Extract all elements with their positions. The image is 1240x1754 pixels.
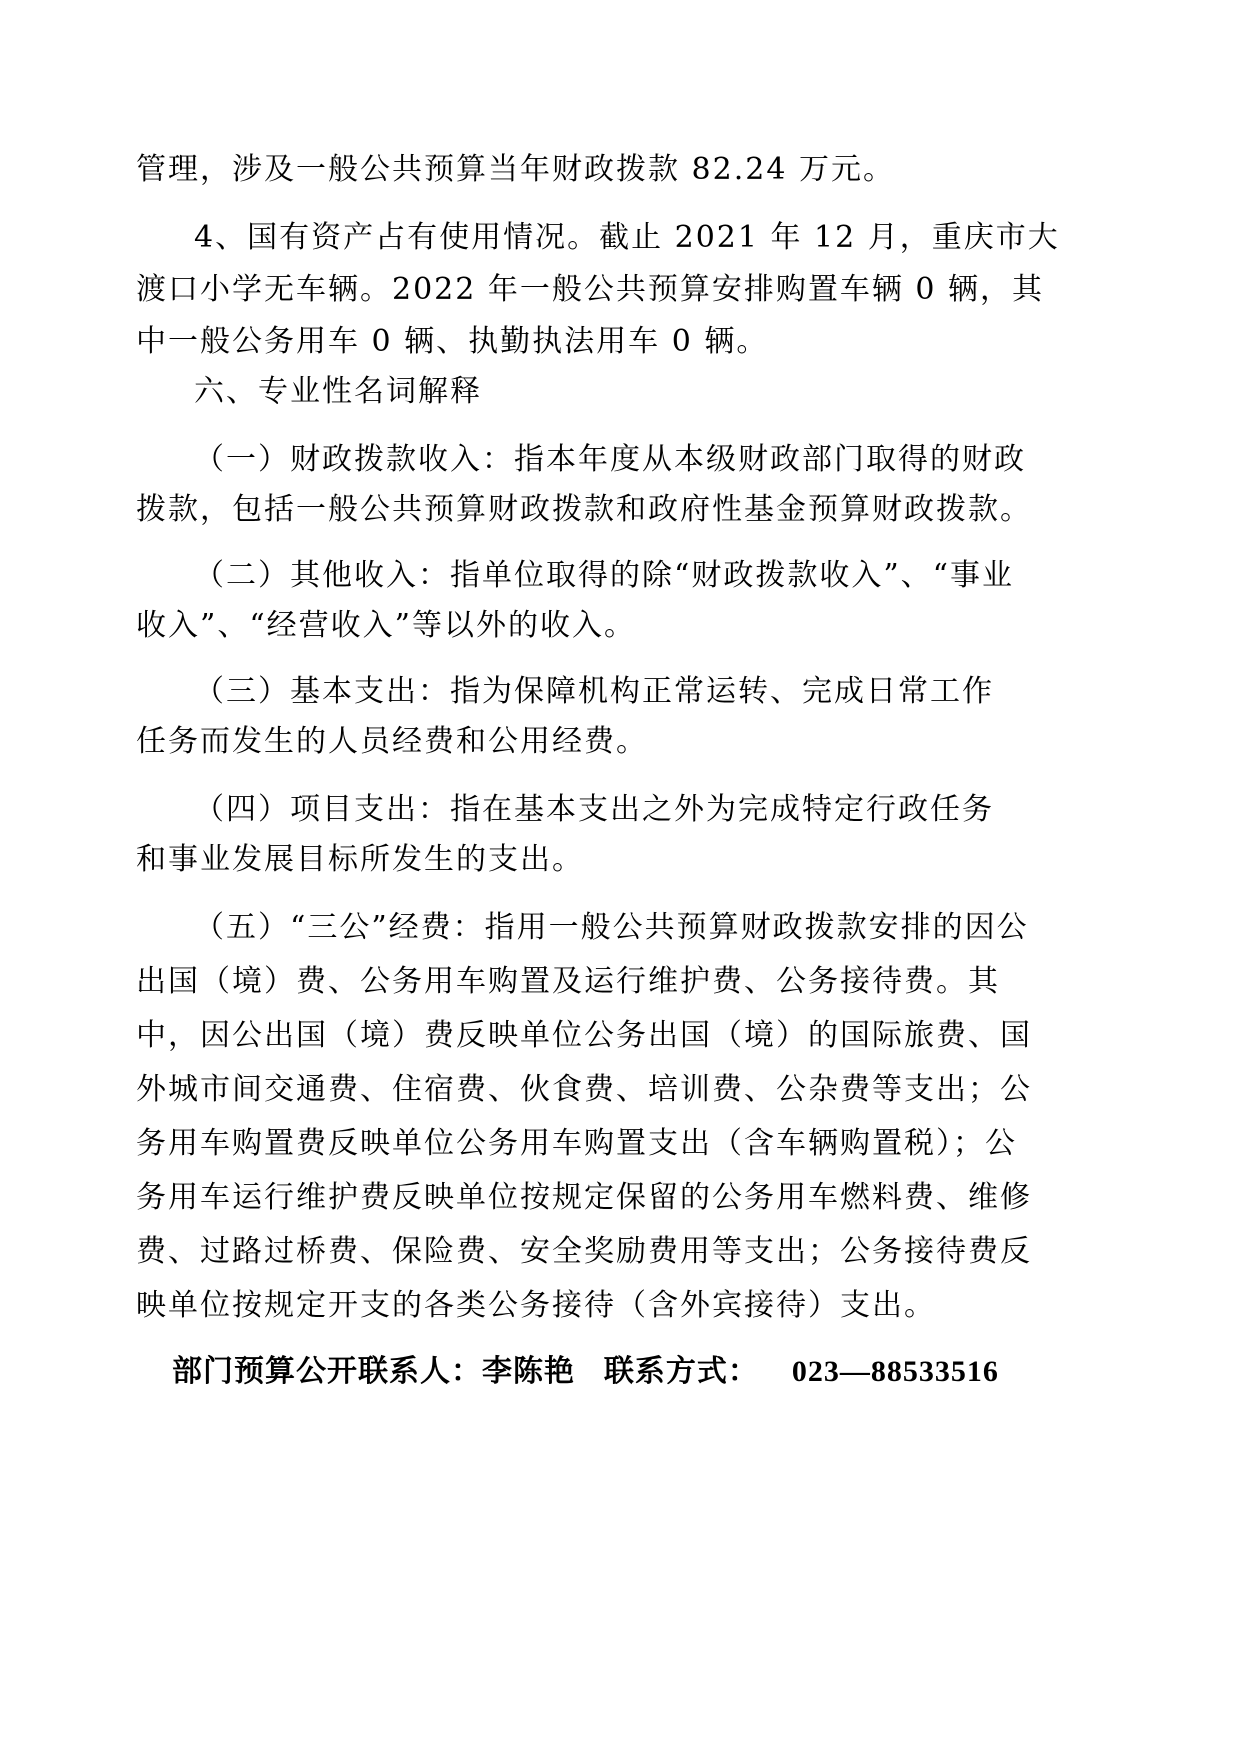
paragraph-line: 务用车运行维护费反映单位按规定保留的公务用车燃料费、维修: [136, 1180, 1032, 1215]
paragraph-line: （五）“三公”经费：指用一般公共预算财政拨款安排的因公: [194, 910, 1029, 945]
paragraph-line: 渡口小学无车辆。2022 年一般公共预算安排购置车辆 0 辆，其: [136, 272, 1045, 307]
paragraph-line: 出国（境）费、公务用车购置及运行维护费、公务接待费。其: [136, 964, 1000, 999]
paragraph-line: 4、国有资产占有使用情况。截止 2021 年 12 月，重庆市大: [194, 220, 1060, 255]
paragraph-line: （二）其他收入：指单位取得的除“财政拨款收入”、“事业: [194, 558, 1015, 593]
section-heading: 六、专业性名词解释: [194, 374, 482, 409]
paragraph-line: 任务而发生的人员经费和公用经费。: [136, 724, 648, 759]
paragraph-line: 和事业发展目标所发生的支出。: [136, 842, 584, 877]
phone-number: 023—88533516: [791, 1355, 999, 1388]
paragraph-line: （四）项目支出：指在基本支出之外为完成特定行政任务: [194, 792, 994, 827]
paragraph-line: 费、过路过桥费、保险费、安全奖励费用等支出；公务接待费反: [136, 1234, 1032, 1269]
paragraph-line: 收入”、“经营收入”等以外的收入。: [136, 608, 637, 643]
paragraph-line: （三）基本支出：指为保障机构正常运转、完成日常工作: [194, 674, 994, 709]
paragraph-line: 外城市间交通费、住宿费、伙食费、培训费、公杂费等支出；公: [136, 1072, 1032, 1107]
paragraph-line: 管理，涉及一般公共预算当年财政拨款 82.24 万元。: [136, 152, 895, 187]
paragraph-line: 拨款，包括一般公共预算财政拨款和政府性基金预算财政拨款。: [136, 492, 1032, 527]
paragraph-line: （一）财政拨款收入：指本年度从本级财政部门取得的财政: [194, 442, 1026, 477]
contact-line: [172, 1352, 999, 1392]
contact-name: 李陈艳: [482, 1354, 575, 1389]
paragraph-line: 务用车购置费反映单位公务用车购置支出（含车辆购置税）；公: [136, 1126, 1017, 1161]
phone-label: 联系方式：: [603, 1354, 759, 1389]
contact-label: 部门预算公开联系人：: [172, 1354, 482, 1389]
paragraph-line: 中一般公务用车 0 辆、执勤执法用车 0 辆。: [136, 324, 769, 359]
paragraph-line: 映单位按规定开支的各类公务接待（含外宾接待）支出。: [136, 1288, 936, 1323]
paragraph-line: 中，因公出国（境）费反映单位公务出国（境）的国际旅费、国: [136, 1018, 1032, 1053]
